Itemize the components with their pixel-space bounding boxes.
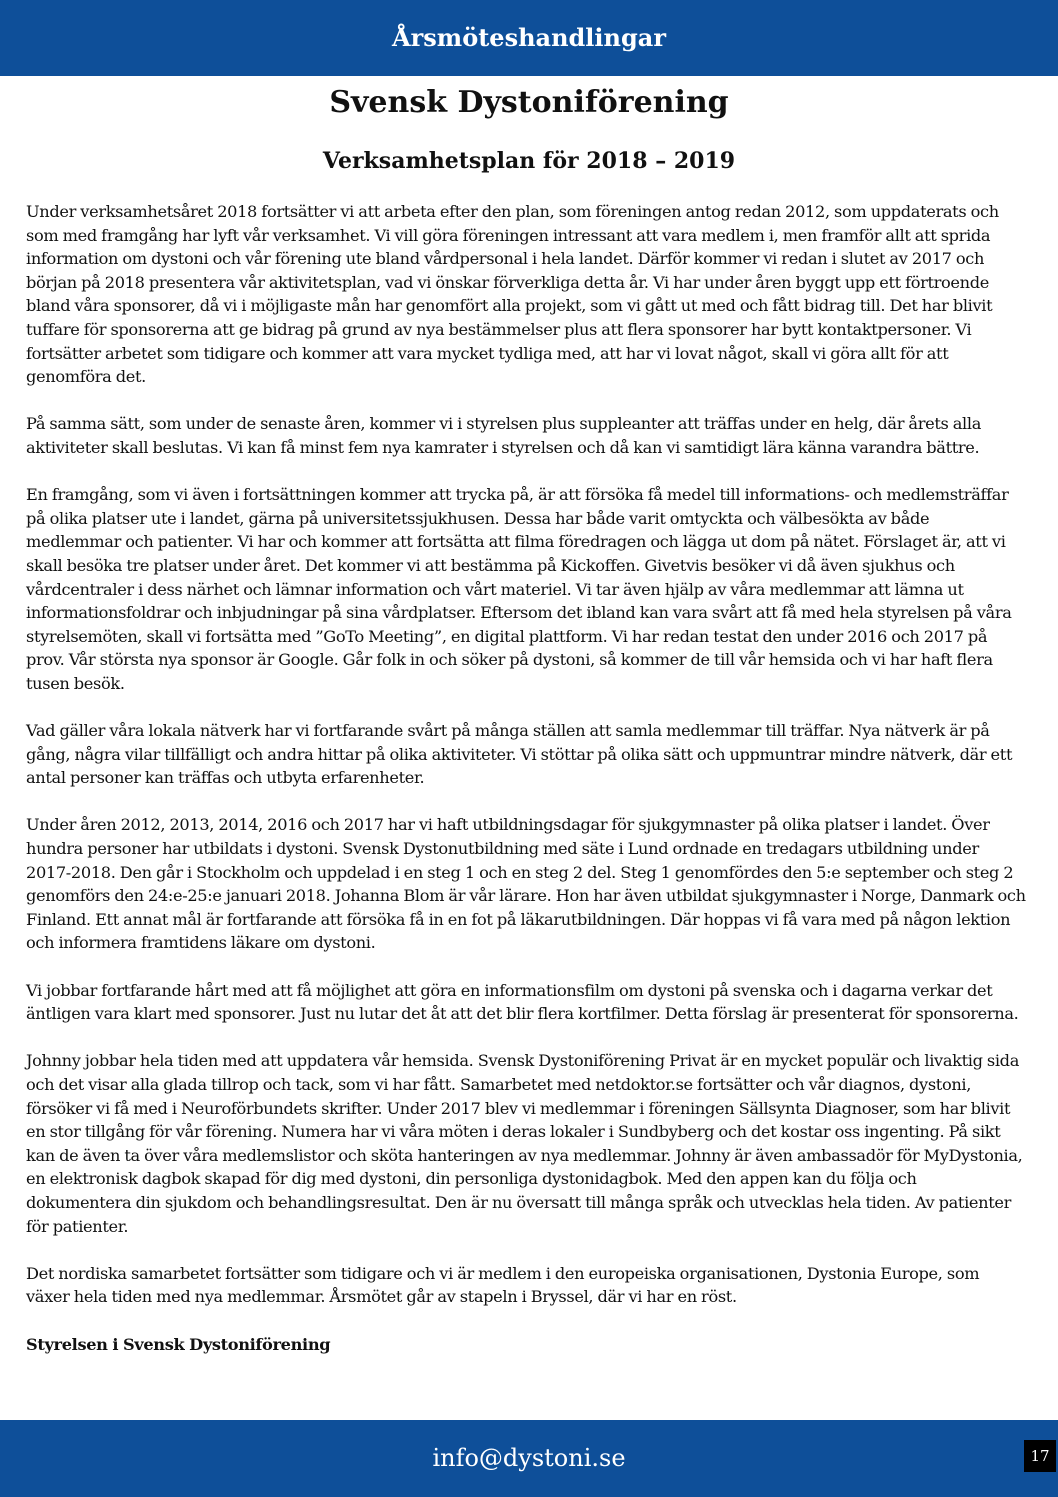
paragraph: Under verksamhetsåret 2018 fortsätter vi att arbeta efter den plan, som föreningen antog redan 2012, som uppdaterats och som med framgång har lyft vår verksamhet. Vi vill göra föreningen intressant att vara medlem i, men framför allt att sprida information om dystoni och vår förening ute bland vårdpersonal i hela landet. Därför kommer vi redan i slutet av 2017 och början på 2018 presentera vår aktivitetsplan, vad vi önskar förverkliga detta år. Vi har under åren byggt upp ett förtroende bland våra sponsorer, då vi i möjligaste mån har genomfört alla projekt, som vi gått ut med och fått bidrag till. Det har blivit tuffare för sponsorerna att ge bidrag på grund av nya bestämmelser plus att flera sponsorer har bytt kontaktpersoner. Vi fortsätter arbetet som tidigare och kommer att vara mycket tydliga med, att har vi lovat något, skall vi göra allt för att genomföra det. bbox=[26, 202, 999, 387]
paragraph: Vad gäller våra lokala nätverk har vi fortfarande svårt på många ställen att samla medlemmar till träffar. Nya nätverk är på gång, några vilar tillfälligt och andra hittar på olika aktiviteter. Vi stöttar på olika sätt och uppmuntrar mindre nätverk, där ett antal personer kan träffas och utbyta erfarenheter. bbox=[26, 721, 1013, 788]
signature: Styrelsen i Svensk Dystoniförening bbox=[26, 1334, 331, 1354]
footer-email-link[interactable]: info@dystoni.se bbox=[432, 1444, 626, 1472]
document-body bbox=[26, 200, 1026, 1356]
header-title: Årsmöteshandlingar bbox=[392, 23, 666, 52]
paragraph: En framgång, som vi även i fortsättningen kommer att trycka på, är att försöka få medel till informations- och medlemsträffar på olika platser ute i landet, gärna på universitetssjukhusen. Dessa har både varit omtyckta och välbesökta av både medlemmar och patienter. Vi har och kommer att fortsätta att filma föredragen och lägga ut dom på nätet. Förslaget är, att vi skall besöka tre platser under året. Det kommer vi att bestämma på Kickoffen. Givetvis besöker vi då även sjukhus och vårdcentraler i dess närhet och lämnar information och vårt materiel. Vi tar även hjälp av våra medlemmar att lämna ut informationsfoldrar och inbjudningar på sina vårdplatser. Eftersom det ibland kan vara svårt att få med hela styrelsen på våra styrelsemöten, skall vi fortsätta med ”GoTo Meeting”, en digital plattform. Vi har redan testat den under 2016 och 2017 på prov. Vår största nya sponsor är Google. Går folk in och söker på dystoni, så kommer de till vår hemsida och vi har haft flera tusen besök. bbox=[26, 485, 1012, 693]
paragraph: Det nordiska samarbetet fortsätter som tidigare och vi är medlem i den europeiska organisationen, Dystonia Europe, som växer hela tiden med nya medlemmar. Årsmötet går av stapeln i Bryssel, där vi har en röst. bbox=[26, 1263, 980, 1307]
document-subtitle: Verksamhetsplan för 2018 – 2019 bbox=[322, 148, 736, 174]
document-title: Svensk Dystoniförening bbox=[329, 85, 729, 120]
paragraph: På samma sätt, som under de senaste åren, kommer vi i styrelsen plus suppleanter att träffas under en helg, där årets alla aktiviteter skall beslutas. Vi kan få minst fem nya kamrater i styrelsen och då kan vi samtidigt lära känna varandra bättre. bbox=[26, 414, 981, 457]
paragraph: Under åren 2012, 2013, 2014, 2016 och 2017 har vi haft utbildningsdagar för sjukgymnaster på olika platser i landet. Över hundra personer har utbildats i dystoni. Svensk Dystonutbildning med säte i Lund ordnade en tredagars utbildning under 2017-2018. Den går i Stockholm och uppdelad i en steg 1 och en steg 2 del. Steg 1 genomfördes den 5:e september och steg 2 genomförs den 24:e-25:e januari 2018. Johanna Blom är vår lärare. Hon har även utbildat sjukgymnaster i Norge, Danmark och Finland. Ett annat mål är fortfarande att försöka få in en fot på läkarutbildningen. Där hoppas vi få vara med på någon lektion och informera framtidens läkare om dystoni. bbox=[26, 815, 1026, 953]
page-number: 17 bbox=[1024, 1440, 1056, 1472]
paragraph: Johnny jobbar hela tiden med att uppdatera vår hemsida. Svensk Dystoniförening Privat är en mycket populär och livaktig sida och det visar alla glada tillrop och tack, som vi har fått. Samarbetet med netdoktor.se fortsätter och vår diagnos, dystoni, försöker vi få med i Neuroförbundets skrifter. Under 2017 blev vi medlemmar i föreningen Sällsynta Diagnoser, som har blivit en stor tillgång för vår förening. Numera har vi våra möten i deras lokaler i Sundbyberg och det kostar oss ingenting. På sikt kan de även ta över våra medlemslistor och sköta hanteringen av nya medlemmar. Johnny är även ambassadör för MyDystonia, en elektronisk dagbok skapad för dig med dystoni, din personliga dystonidagbok. Med den appen kan du följa och dokumentera din sjukdom och behandlingsresultat. Den är nu översatt till många språk och utvecklas hela tiden. Av patienter för patienter. bbox=[26, 1051, 1023, 1236]
paragraph: Vi jobbar fortfarande hårt med att få möjlighet att göra en informationsfilm om dystoni på svenska och i dagarna verkar det äntligen vara klart med sponsorer. Just nu lutar det åt att det blir flera kortfilmer. Detta förslag är presenterat för sponsorerna. bbox=[26, 980, 1019, 1024]
